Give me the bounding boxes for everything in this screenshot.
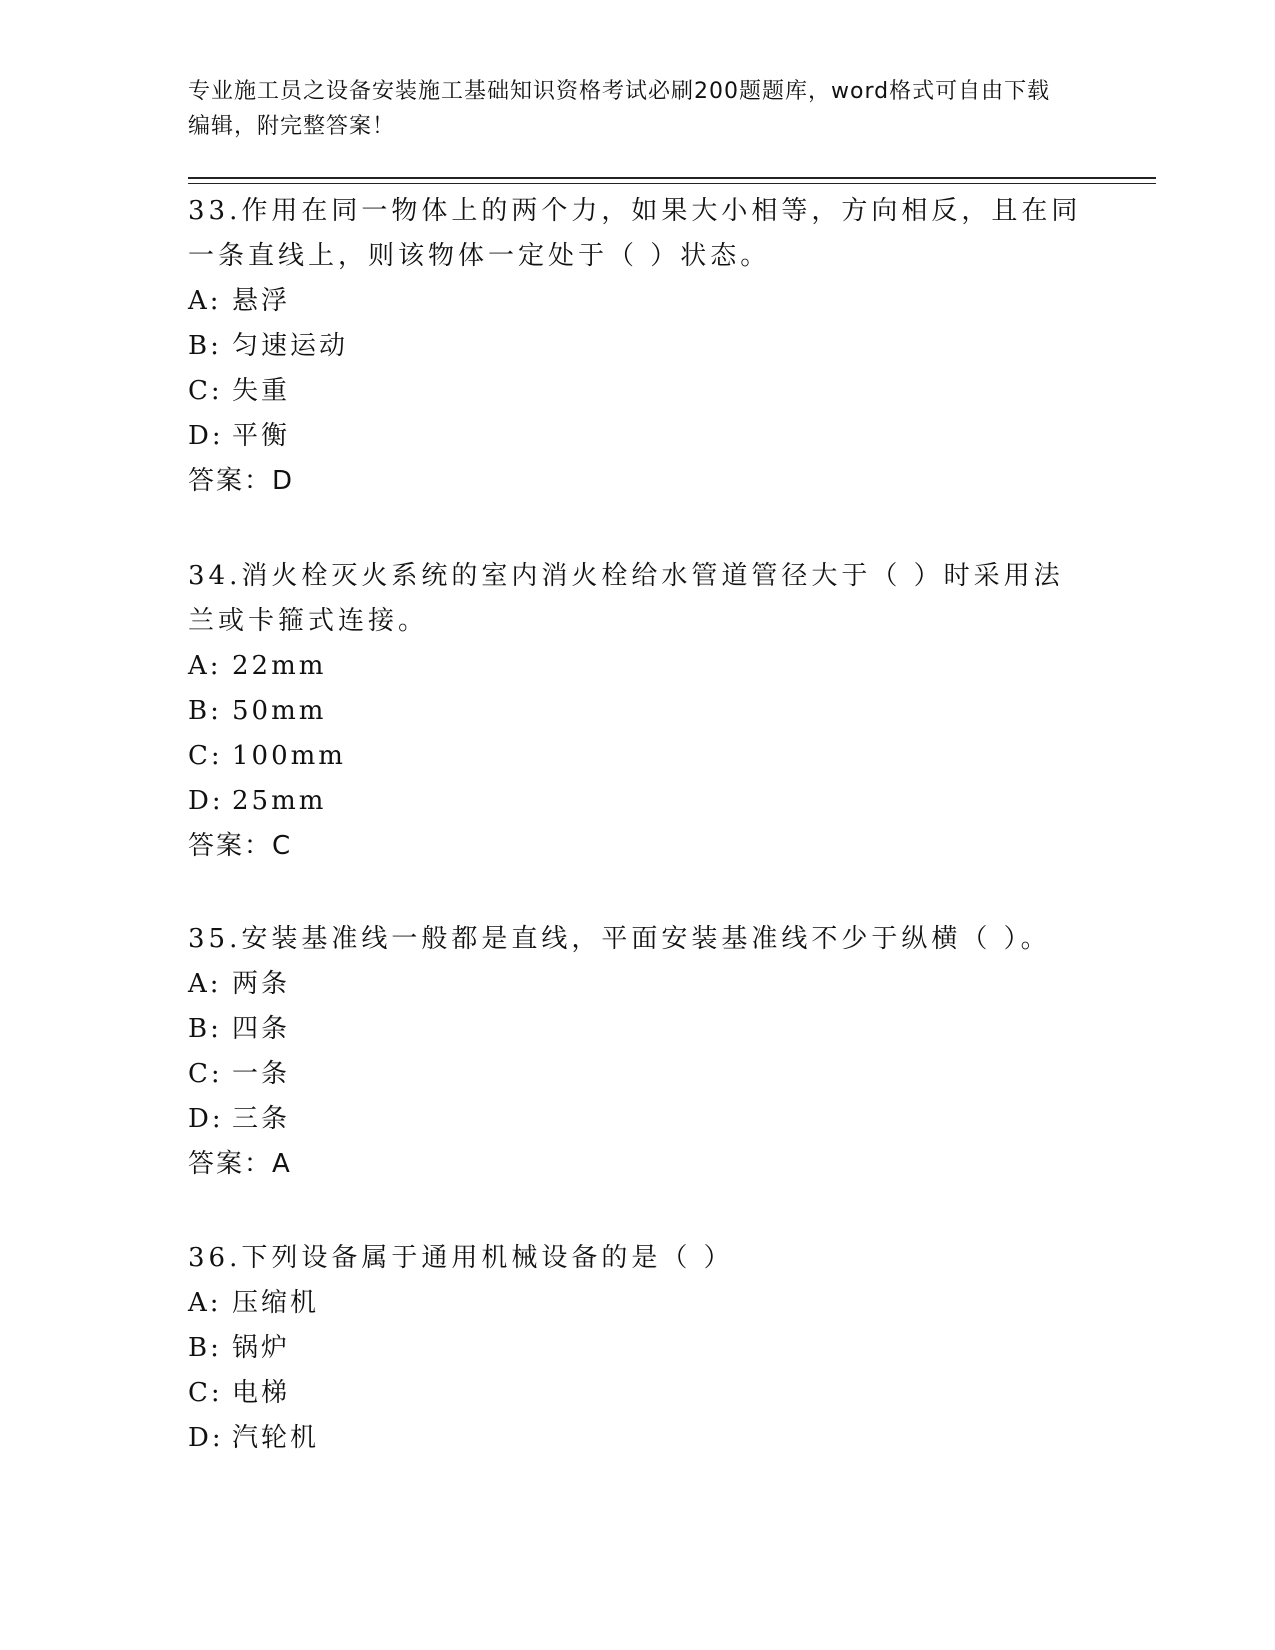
option-key: A: — [188, 651, 222, 681]
option-text: 汽轮机 — [232, 1423, 320, 1453]
header-divider-thick — [188, 177, 1156, 179]
question-33 — [188, 189, 1088, 504]
option-key: D: — [188, 1423, 224, 1453]
option-c — [188, 734, 1088, 779]
option-key: A: — [188, 969, 222, 999]
option-key: A: — [188, 1288, 222, 1318]
option-a — [188, 279, 1088, 324]
option-d — [188, 414, 1088, 459]
option-text: 匀速运动 — [232, 331, 349, 361]
question-34 — [188, 554, 1088, 869]
option-key: C: — [188, 741, 223, 771]
option-c — [188, 1371, 1088, 1416]
option-b — [188, 689, 1088, 734]
option-key: B: — [188, 1333, 222, 1363]
question-35 — [188, 917, 1088, 1187]
option-key: C: — [188, 376, 223, 406]
answer-line: 答案：D — [188, 466, 295, 496]
option-c — [188, 369, 1088, 414]
option-key: C: — [188, 1059, 223, 1089]
option-key: A: — [188, 286, 222, 316]
question-stem: 34.消火栓灭火系统的室内消火栓给水管道管径大于（ ）时采用法兰或卡箍式连接。 — [188, 561, 1064, 636]
option-text: 四条 — [232, 1014, 291, 1044]
option-text: 悬浮 — [232, 286, 291, 316]
question-stem: 36.下列设备属于通用机械设备的是（ ） — [188, 1243, 734, 1273]
option-text: 失重 — [232, 376, 291, 406]
answer-line: 答案：A — [188, 1149, 292, 1179]
question-stem: 33.作用在同一物体上的两个力，如果大小相等，方向相反，且在同一条直线上，则该物体一定处于（ ）状态。 — [188, 196, 1082, 271]
option-key: B: — [188, 696, 222, 726]
question-36 — [188, 1236, 1088, 1461]
option-text: 电梯 — [232, 1378, 291, 1408]
option-c — [188, 1052, 1088, 1097]
answer-line: 答案：C — [188, 831, 293, 861]
option-b — [188, 1326, 1088, 1371]
option-key: D: — [188, 1104, 224, 1134]
header-divider-thin — [188, 183, 1156, 184]
option-text: 平衡 — [232, 421, 291, 451]
option-b — [188, 1007, 1088, 1052]
question-stem: 35.安装基准线一般都是直线，平面安装基准线不少于纵横（ ）。 — [188, 924, 1051, 954]
option-key: B: — [188, 331, 222, 361]
option-a — [188, 962, 1088, 1007]
option-text: 22mm — [232, 651, 327, 681]
option-key: B: — [188, 1014, 222, 1044]
option-text: 一条 — [232, 1059, 291, 1089]
option-key: D: — [188, 421, 224, 451]
option-key: C: — [188, 1378, 223, 1408]
option-a — [188, 1281, 1088, 1326]
option-text: 50mm — [232, 696, 327, 726]
option-text: 100mm — [232, 741, 346, 771]
option-text: 锅炉 — [232, 1333, 291, 1363]
option-a — [188, 644, 1088, 689]
option-text: 三条 — [232, 1104, 291, 1134]
option-d — [188, 1416, 1088, 1461]
option-b — [188, 324, 1088, 369]
option-key: D: — [188, 786, 224, 816]
option-text: 压缩机 — [232, 1288, 320, 1318]
option-d — [188, 1097, 1088, 1142]
option-d — [188, 779, 1088, 824]
document-header-title: 专业施工员之设备安装施工基础知识资格考试必刷200题题库，word格式可自由下载编辑，附完整答案！ — [188, 79, 1051, 139]
option-text: 两条 — [232, 969, 291, 999]
option-text: 25mm — [232, 786, 327, 816]
